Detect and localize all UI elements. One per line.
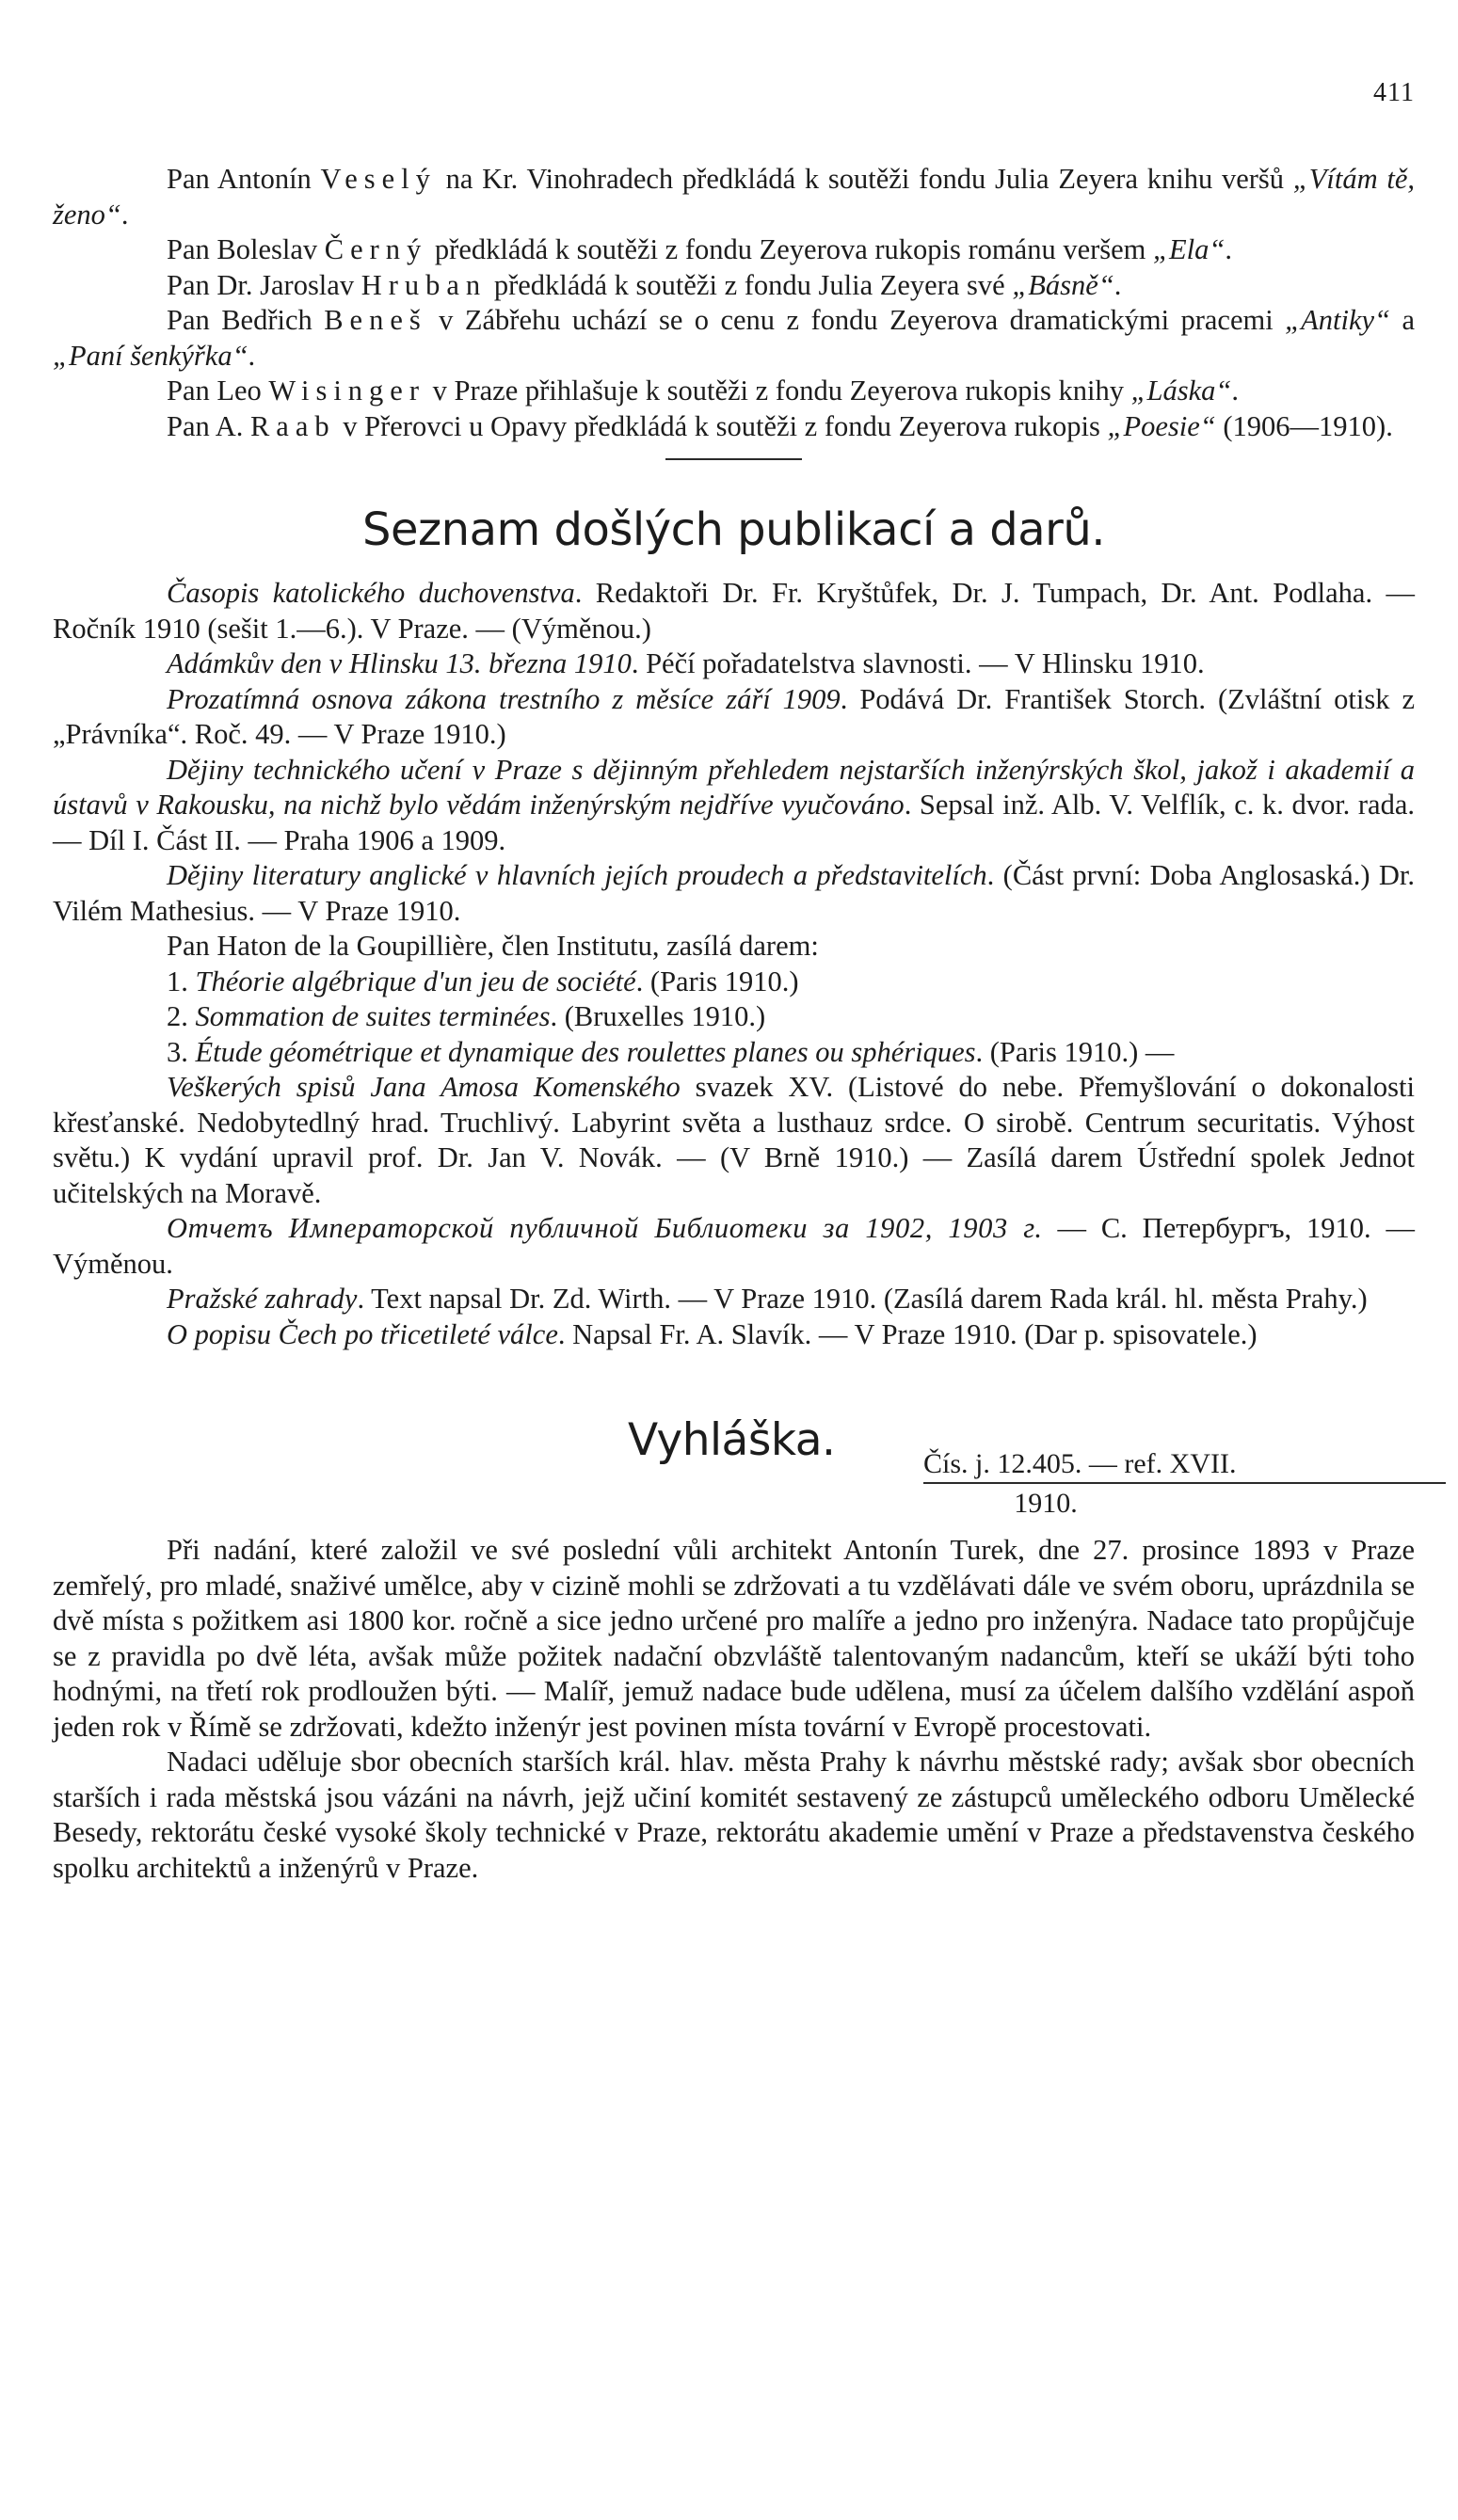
reference-number: Čís. j. 12.405. — ref. XVII. [923, 1446, 1446, 1484]
body-text [53, 162, 1415, 1886]
publications-list [53, 576, 1415, 1352]
publication-item: Prozatímná osnova zákona trestního z měsíce září 1909. Podává Dr. František Storch. (Zvláštní otisk z „Právníka“. Roč. 49. — V Praze 1910.) [53, 682, 1415, 750]
announcement-body [53, 1533, 1415, 1886]
announcement-reference [923, 1446, 1446, 1521]
announcement-paragraph: Nadaci uděluje sbor obecních starších král. hlav. města Prahy k návrhu městské rady; avšak sbor obecních starších i rada městská jsou vázáni na návrh, jejž učiní komitét sestavený ze zástupců uměleckého odboru Umělecké Besedy, rektorátu české vysoké školy technické v Praze, rektorátu akademie umění v Praze a představenstva českého spolku architektů a inženýrů v Praze. [53, 1746, 1415, 1884]
publication-item: Časopis katolického duchovenstva. Redaktoři Dr. Fr. Kryštůfek, Dr. J. Tumpach, Dr. Ant. Podlaha. — Ročník 1910 (sešit 1.—6.). V Praze. — (Výměnou.) [53, 577, 1416, 645]
entry-paragraph: Pan A. Raab v Přerovci u Opavy předkládá k soutěži z fondu Zeyerova rukopis „Poesie“ (1906—1910). [167, 409, 1393, 442]
entry-paragraph: Pan Dr. Jaroslav Hruban předkládá k soutěži z fondu Julia Zeyera své „Básně“. [167, 268, 1122, 301]
publication-item: Veškerých spisů Jana Amosa Komenského svazek XV. (Listové do nebe. Přemyšlování o dokonalosti křesťanské. Nedobytedlný hrad. Truchlivý. Labyrint světa a lusthauz srdce. O sirobě. Centrum securitatis. Výhost světu.) K vydání upravil prof. Dr. Jan V. Novák. — (V Brně 1910.) — Zasílá darem Ústřední spolek Jednot učitelských na Moravě. [53, 1071, 1415, 1209]
publication-item: Отчетъ Императорской публичной Библиотеки за 1902, 1903 г. — С. Петербургъ, 1910. — Výměnou. [53, 1212, 1415, 1280]
reference-year: 1910. [1014, 1488, 1078, 1519]
announcement-paragraph: Při nadání, které založil ve své poslední vůli architekt Antonín Turek, dne 27. prosince 1893 v Praze zemřelý, pro mladé, snaživé umělce, aby v cizině mohli se zdržovati a tu vzdělávati dále ve svém oboru, uprázdnila se dvě místa s požitkem asi 1800 kor. ročně a sice jedno určené pro malíře a jedno pro inženýra. Nadace tato propůjčuje se z pravidla po dvě léta, avšak může požitek nadační obzvláště talentovaným nadancům, kteří se ukáží býti toho hodnými, na třetí rok prodloužen býti. — Malíř, jemuž nadace bude udělena, musí za účelem dalšího vzdělání aspoň jeden rok v Římě se zdržovati, kdežto inženýr jest povinen místa tovární v Evropě procestovati. [53, 1534, 1415, 1743]
publication-item: 2. Sommation de suites terminées. (Bruxelles 1910.) [167, 1000, 766, 1032]
publication-item: 1. Théorie algébrique d'un jeu de société. (Paris 1910.) [167, 965, 799, 997]
publication-item: O popisu Čech po třicetileté válce. Napsal Fr. A. Slavík. — V Praze 1910. (Dar p. spisovatele.) [167, 1317, 1258, 1350]
announcement-title: Vyhláška. [628, 1414, 836, 1466]
publication-item: Adámkův den v Hlinsku 13. března 1910. Péčí pořadatelstva slavnosti. — V Hlinsku 1910. [167, 647, 1205, 679]
publication-item: Pan Haton de la Goupillière, člen Institutu, zasílá darem: [167, 930, 819, 962]
entry-paragraph: Pan Leo Wisinger v Praze přihlašuje k soutěži z fondu Zeyerova rukopis knihy „Láska“. [167, 375, 1240, 407]
section-divider [665, 458, 802, 460]
publication-item: Pražské zahrady. Text napsal Dr. Zd. Wirth. — V Praze 1910. (Zasílá darem Rada král. hl. města Prahy.) [167, 1283, 1368, 1315]
publication-item: Dějiny technického učení v Praze s dějinným přehledem nejstarších inženýrských škol, jakož i akademií a ústavů v Rakousku, na nichž bylo vědám inženýrským nejdříve vyučováno. Sepsal inž. Alb. V. Velflík, c. k. dvor. rada. — Díl I. Část II. — Praha 1906 a 1909. [53, 753, 1415, 856]
publication-item: Dějiny literatury anglické v hlavních jejích proudech a představitelích. (Část první: Doba Anglosaská.) Dr. Vilém Mathesius. — V Praze 1910. [53, 859, 1415, 927]
entry-paragraph: Pan Antonín Veselý na Kr. Vinohradech předkládá k soutěži fondu Julia Zeyera knihu veršů „Vítám tě, ženo“. [53, 163, 1415, 231]
publication-item: 3. Étude géométrique et dynamique des roulettes planes ou sphériques. (Paris 1910.) — [167, 1035, 1175, 1068]
entry-paragraph: Pan Bedřich Beneš v Zábřehu uchází se o cenu z fondu Zeyerova dramatickými pracemi „Antiky“ a „Paní šenkýřka“. [53, 304, 1415, 372]
publications-heading: Seznam došlých publikací a darů. [361, 503, 1106, 556]
announcement-header [53, 1411, 1415, 1523]
entry-paragraph: Pan Boleslav Černý předkládá k soutěži z fondu Zeyerova rukopis románu veršem „Ela“. [167, 233, 1232, 265]
page-number: 411 [1373, 78, 1415, 107]
competition-entries [53, 162, 1415, 444]
